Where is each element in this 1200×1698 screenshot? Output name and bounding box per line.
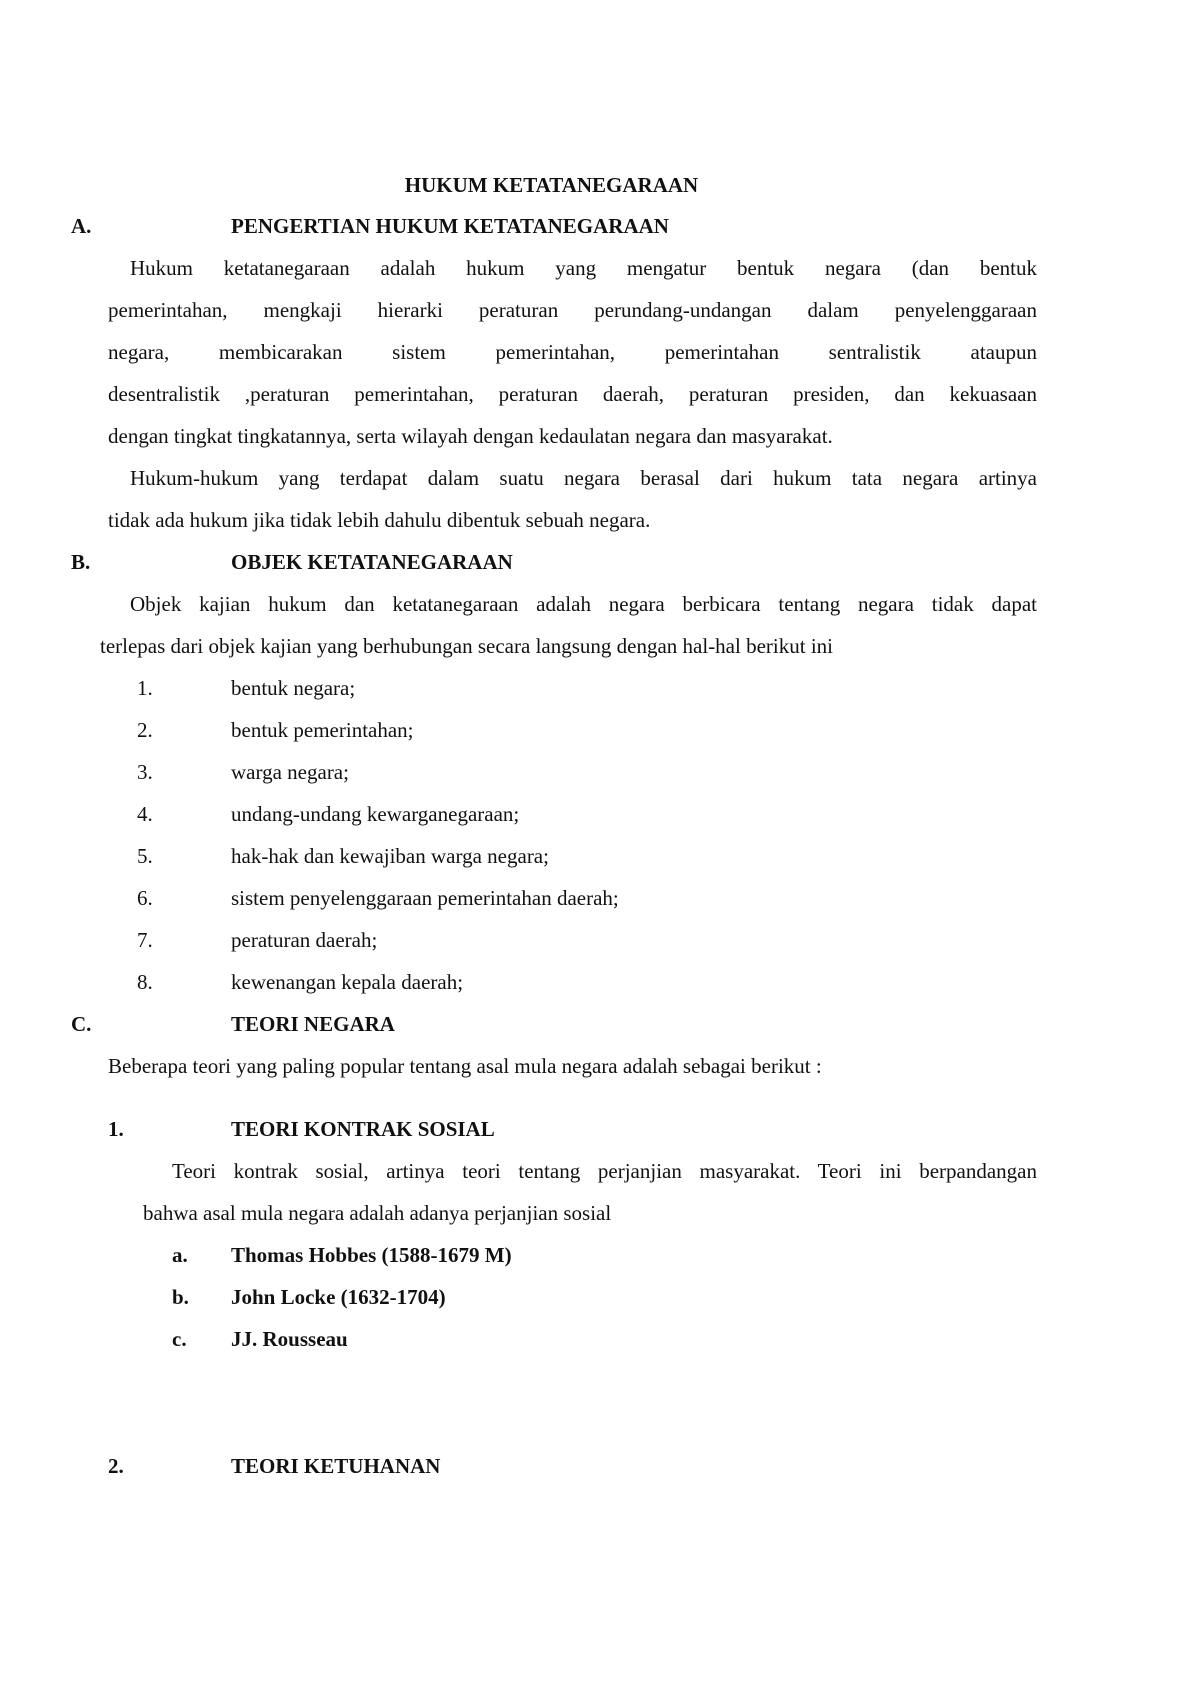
paragraph-line: Hukum-hukum yang terdapat dalam suatu negara berasal dari hukum tata negara artinya — [130, 466, 1037, 490]
theorist-name: JJ. Rousseau — [231, 1327, 348, 1351]
list-item-number: 8. — [137, 970, 153, 994]
list-item: hak-hak dan kewajiban warga negara; — [231, 844, 549, 868]
paragraph-line: Objek kajian hukum dan ketatanegaraan adalah negara berbicara tentang negara tidak dapat — [130, 592, 1037, 616]
document-title: HUKUM KETATANEGARAAN — [404, 173, 699, 197]
list-item-number: 7. — [137, 928, 153, 952]
paragraph-line: Teori kontrak sosial, artinya teori tentang perjanjian masyarakat. Teori ini berpandangan — [172, 1159, 1037, 1183]
paragraph-line: desentralistik ,peraturan pemerintahan, peraturan daerah, peraturan presiden, dan kekuasaan — [108, 382, 1037, 406]
list-item-number: 2. — [137, 718, 153, 742]
section-a-heading: PENGERTIAN HUKUM KETATANEGARAAN — [231, 214, 669, 238]
section-c-intro: Beberapa teori yang paling popular tentang asal mula negara adalah sebagai berikut : — [108, 1054, 822, 1078]
list-item-number: 6. — [137, 886, 153, 910]
paragraph-line: tidak ada hukum jika tidak lebih dahulu dibentuk sebuah negara. — [108, 508, 651, 532]
subsection-1-heading: TEORI KONTRAK SOSIAL — [231, 1117, 495, 1141]
theorist-name: Thomas Hobbes (1588-1679 M) — [231, 1243, 512, 1267]
theorist-letter: a. — [172, 1243, 188, 1267]
list-item-number: 4. — [137, 802, 153, 826]
subsection-2-number: 2. — [108, 1454, 124, 1478]
list-item: sistem penyelenggaraan pemerintahan daerah; — [231, 886, 619, 910]
list-item: bentuk negara; — [231, 676, 356, 700]
list-item-number: 3. — [137, 760, 153, 784]
list-item-number: 5. — [137, 844, 153, 868]
list-item: bentuk pemerintahan; — [231, 718, 414, 742]
paragraph-line: bahwa asal mula negara adalah adanya perjanjian sosial — [143, 1201, 612, 1225]
section-c-heading: TEORI NEGARA — [231, 1012, 395, 1036]
section-b-heading: OBJEK KETATANEGARAAN — [231, 550, 513, 574]
section-c-letter: C. — [71, 1012, 92, 1036]
theorist-name: John Locke (1632-1704) — [231, 1285, 446, 1309]
list-item-number: 1. — [137, 676, 153, 700]
paragraph-line: negara, membicarakan sistem pemerintahan, pemerintahan sentralistik ataupun — [108, 340, 1037, 364]
theorist-letter: c. — [172, 1327, 187, 1351]
paragraph-line: terlepas dari objek kajian yang berhubungan secara langsung dengan hal-hal berikut ini — [100, 634, 833, 658]
section-b-letter: B. — [71, 550, 91, 574]
list-item: peraturan daerah; — [231, 928, 378, 952]
subsection-1-number: 1. — [108, 1117, 124, 1141]
subsection-2-heading: TEORI KETUHANAN — [231, 1454, 441, 1478]
list-item: warga negara; — [231, 760, 349, 784]
list-item: undang-undang kewarganegaraan; — [231, 802, 520, 826]
paragraph-line: pemerintahan, mengkaji hierarki peraturan perundang-undangan dalam penyelenggaraan — [108, 298, 1037, 322]
theorist-letter: b. — [172, 1285, 189, 1309]
paragraph-line: dengan tingkat tingkatannya, serta wilayah dengan kedaulatan negara dan masyarakat. — [108, 424, 833, 448]
list-item: kewenangan kepala daerah; — [231, 970, 464, 994]
section-a-letter: A. — [71, 214, 92, 238]
paragraph-line: Hukum ketatanegaraan adalah hukum yang mengatur bentuk negara (dan bentuk — [130, 256, 1037, 280]
